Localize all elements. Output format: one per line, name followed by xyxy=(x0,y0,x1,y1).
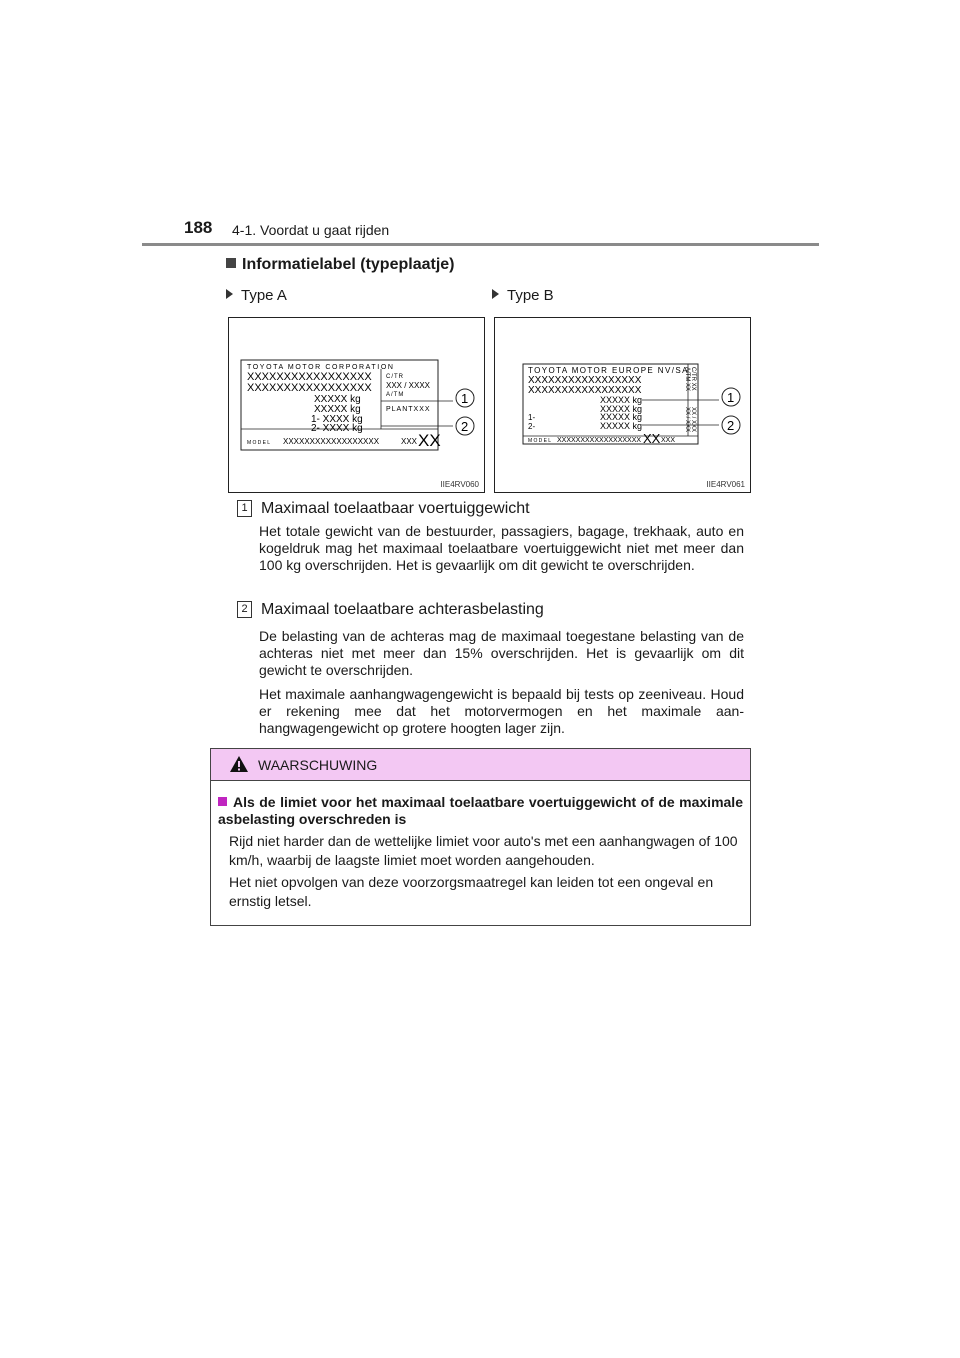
callout-2-text: 2 xyxy=(727,418,735,433)
label-a-plant: PLANTXXX xyxy=(386,406,431,413)
page-number: 188 xyxy=(184,218,213,237)
item-2-number: 2 xyxy=(237,601,252,618)
square-bullet-icon xyxy=(226,258,236,268)
callout-1-text: 1 xyxy=(727,390,735,405)
label-b-side3: XX / XXX xyxy=(690,407,696,433)
figure-type-b xyxy=(494,317,751,493)
warning-paragraph-1: Rijd niet harder dan de wettelijke limiet voor auto's met een aanhangwagen of 100 km/h, waarbij de laagste limiet moet worden aangehouden. xyxy=(229,833,738,868)
label-b-w4-prefix: 2- xyxy=(528,422,536,431)
label-b-vin2: XXXXXXXXXXXXXXXXX xyxy=(528,385,642,396)
label-a-w4: 2- XXXX kg xyxy=(311,423,363,434)
warning-header xyxy=(211,749,750,781)
callout-2-text: 2 xyxy=(461,419,469,434)
label-a-w3: 1- XXXX kg xyxy=(311,414,363,425)
type-a-text: Type A xyxy=(241,287,287,304)
label-a-drawing xyxy=(229,318,484,492)
item-2-paragraph-1: De belasting van de achteras mag de maximaal toegestane belasting van de achteras niet met meer dan 15% overschrijden. Het is gevaarlijk om dit gewicht te overschrijden. xyxy=(259,628,744,678)
magenta-square-bullet-icon xyxy=(218,797,227,806)
item-1-title-text: Maximaal toelaatbaar voertuiggewicht xyxy=(261,500,530,517)
label-a-w2: XXXXX kg xyxy=(314,404,361,415)
label-a-maker: TOYOTA MOTOR CORPORATION xyxy=(247,364,395,371)
label-b-side1: C/TR XX xyxy=(690,367,696,391)
label-a-model-val: XXXXXXXXXXXXXXXXXX xyxy=(283,437,380,446)
label-a-vin1: XXXXXXXXXXXXXXXXX xyxy=(247,371,372,383)
label-b-w4: XXXXX kg xyxy=(600,421,643,431)
label-a-ctr-val: XXX / XXXX xyxy=(386,381,431,390)
label-b-model: MODEL xyxy=(528,438,553,444)
warning-subtitle-text: Als de limiet voor het maximaal toelaatbare voertuiggewicht of de maximale asbelasting overschreden is xyxy=(218,794,743,827)
figure-type-a xyxy=(228,317,485,493)
type-b-text: Type B xyxy=(507,287,554,304)
label-a-vin2: XXXXXXXXXXXXXXXXX xyxy=(247,382,372,394)
label-b-w2: XXXXX kg xyxy=(600,404,643,414)
item-2-title xyxy=(237,601,544,619)
label-b-model-xx: XX xyxy=(643,431,661,446)
figure-code-b: IIE4RV061 xyxy=(706,480,745,489)
label-b-model-val: XXXXXXXXXXXXXXXXXX xyxy=(557,437,642,444)
warning-title: WAARSCHUWING xyxy=(258,757,378,773)
label-a-w1: XXXXX kg xyxy=(314,394,361,405)
section-heading xyxy=(226,256,455,274)
label-b-model-code: XXX xyxy=(661,437,676,444)
label-b-w1: XXXXX kg xyxy=(600,395,643,405)
label-b-maker: TOYOTA MOTOR EUROPE NV/SA xyxy=(528,366,689,375)
warning-paragraph-2: Het niet opvolgen van deze voorzorgsmaatregel kan leiden tot een ongeval en ernstig letsel. xyxy=(229,874,714,909)
triangle-bullet-icon xyxy=(492,289,499,299)
type-a-label xyxy=(226,287,287,304)
label-b-w3: XXXXX kg xyxy=(600,412,643,422)
label-b-side4: XX / XXX xyxy=(684,407,690,433)
label-b-w3-prefix: 1- xyxy=(528,413,536,422)
item-2-title-text: Maximaal toelaatbare achterasbelasting xyxy=(261,601,544,618)
label-a-model: MODEL xyxy=(247,440,272,446)
warning-triangle-icon xyxy=(229,755,249,773)
label-b-vin1: XXXXXXXXXXXXXXXXX xyxy=(528,375,642,386)
item-1-number: 1 xyxy=(237,500,252,517)
section-title: 4-1. Voordat u gaat rijden xyxy=(232,222,390,238)
figure-code-a: IIE4RV060 xyxy=(440,480,479,489)
label-a-model-xx: XX xyxy=(418,431,441,450)
item-1-paragraph: Het totale gewicht van de bestuurder, passagiers, bagage, trekhaak, auto en kogeldruk mag het maximaal toelaatbare voertuiggewicht niet met meer dan 100 kg overschrijden. Het is gevaarlijk om dit gewicht te overschrijden. xyxy=(259,523,744,573)
label-b-side2: A/TM XX xyxy=(684,367,690,392)
label-a-model-code: XXX xyxy=(401,437,418,446)
triangle-bullet-icon xyxy=(226,289,233,299)
label-a-atm: A/TM xyxy=(386,392,405,398)
label-b-drawing xyxy=(495,318,750,492)
item-2-paragraph-2: Het maximale aanhangwagengewicht is bepaald bij tests op zeeniveau. Houd er rekening mee dat het motorvermogen en het maximale aan-hangwagengewicht op grotere hoogten lager zijn. xyxy=(259,686,744,736)
warning-subtitle xyxy=(218,794,743,828)
heading-text: Informatielabel (typeplaatje) xyxy=(242,256,455,273)
type-b-label xyxy=(492,287,554,304)
warning-box xyxy=(210,748,751,926)
header-rule xyxy=(142,243,819,246)
callout-1-text: 1 xyxy=(461,391,469,406)
label-a-ctr: C/TR xyxy=(386,374,404,380)
item-1-title xyxy=(237,500,530,518)
